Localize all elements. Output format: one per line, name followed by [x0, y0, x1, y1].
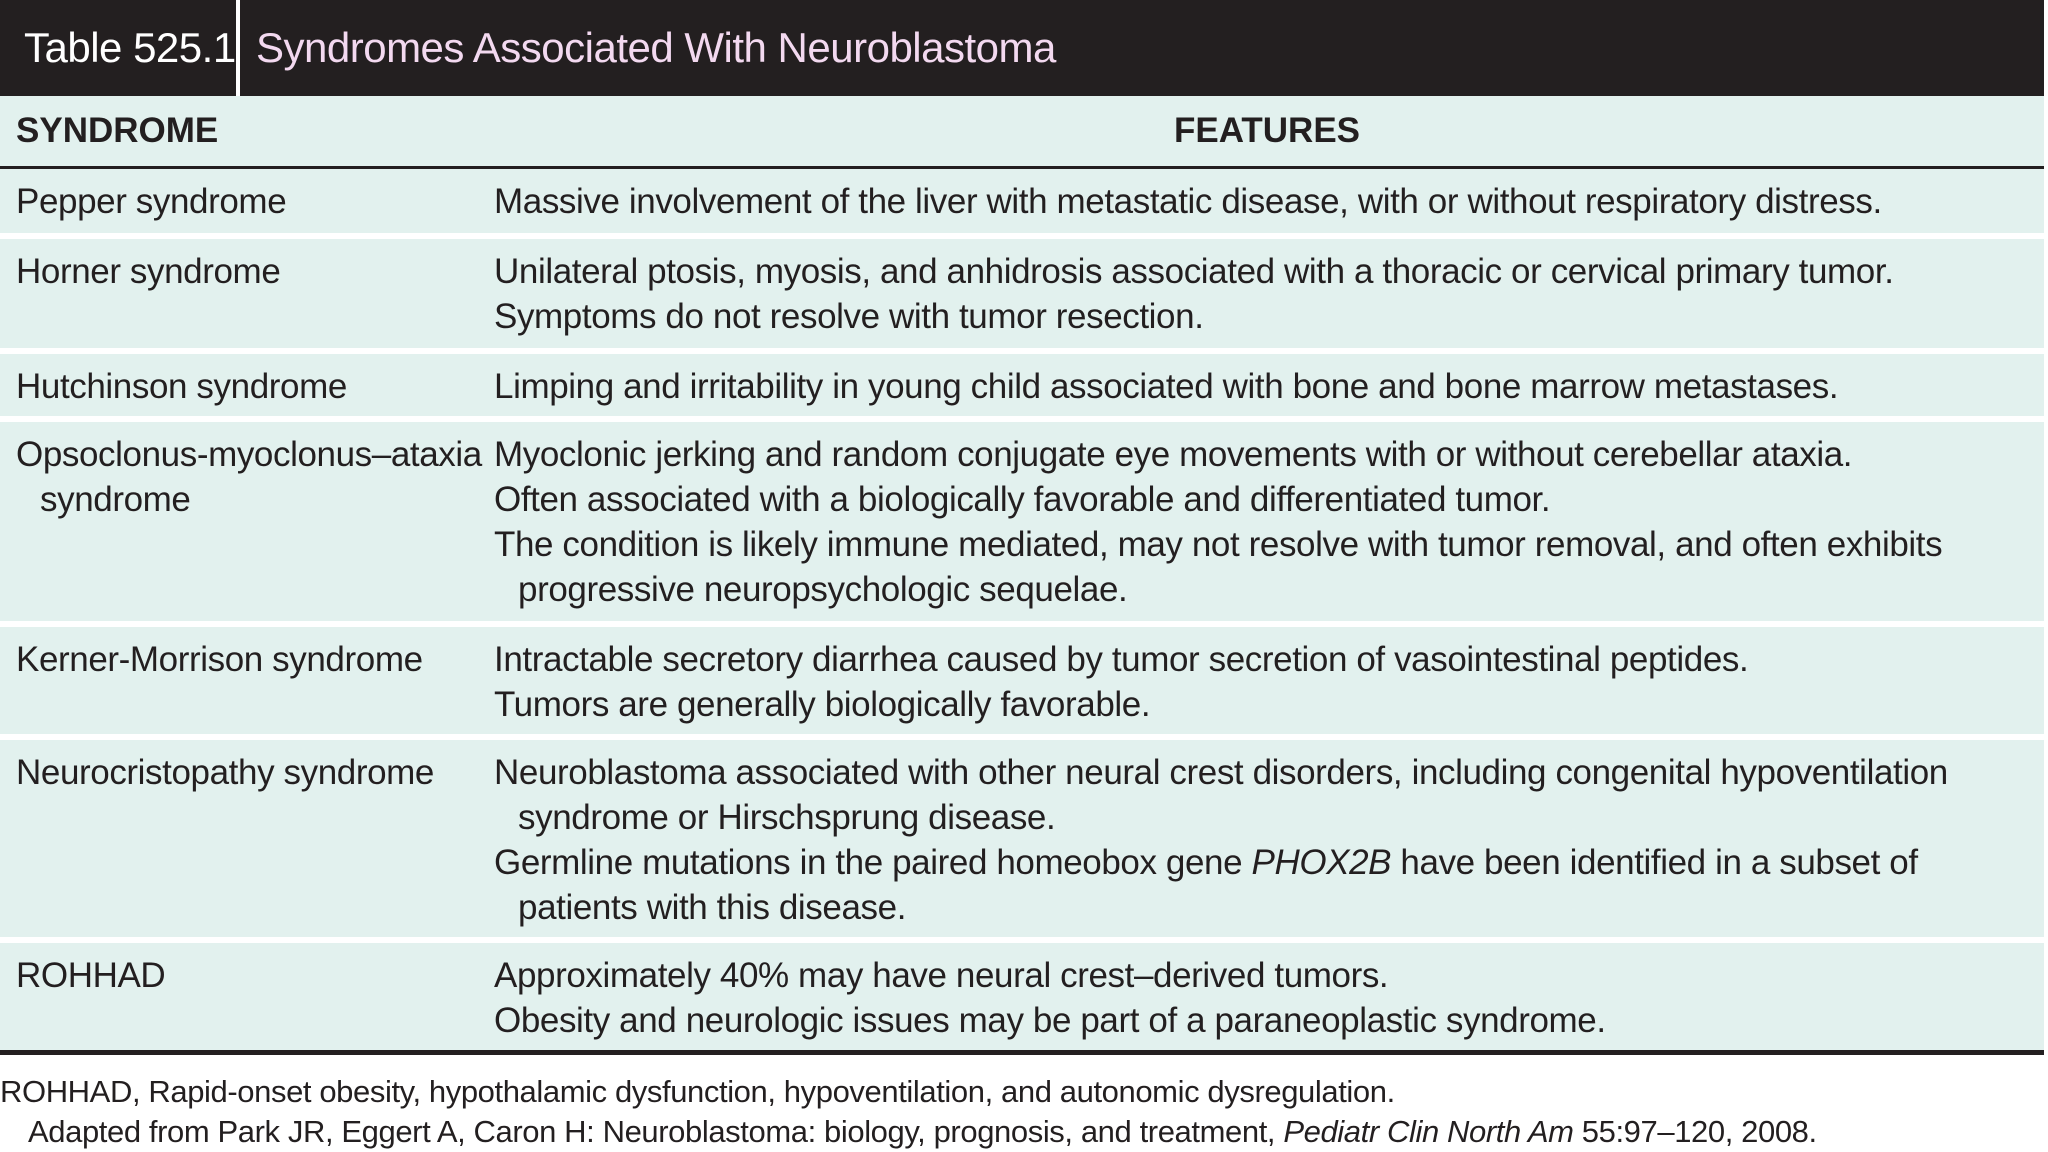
table-row — [0, 354, 2044, 422]
source-footnote — [0, 1112, 2044, 1152]
table-row — [0, 169, 2044, 239]
features-cell — [494, 422, 2044, 621]
feature-line: Limping and irritability in young child associated with bone and bone marrow metastases. — [494, 367, 1839, 406]
feature-line: Tumors are generally biologically favorable. — [494, 685, 1151, 724]
table-footnotes — [0, 1072, 2044, 1152]
syndrome-name: Hutchinson syndrome — [16, 367, 347, 406]
table-row — [0, 943, 2044, 1051]
feature-line: Massive involvement of the liver with metastatic disease, with or without respiratory distress. — [494, 182, 1882, 221]
syndrome-name: Horner syndrome — [16, 252, 281, 291]
feature-line: Obesity and neurologic issues may be part of a paraneoplastic syndrome. — [494, 1001, 1606, 1040]
table-row — [0, 239, 2044, 354]
table-row — [0, 422, 2044, 627]
feature-line: The condition is likely immune mediated, may not resolve with tumor removal, and often exhibits progressive neuropsychologic sequelae. — [494, 525, 1943, 609]
table-row — [0, 627, 2044, 740]
table-bottom-rule — [0, 1050, 2044, 1055]
syndromes-table — [0, 96, 2044, 1051]
feature-line: Approximately 40% may have neural crest–derived tumors. — [494, 956, 1389, 995]
feature-line: Intractable secretory diarrhea caused by tumor secretion of vasointestinal peptides. — [494, 640, 1749, 679]
table-title: Syndromes Associated With Neuroblastoma — [256, 24, 1056, 71]
table-number: Table 525.1 — [24, 24, 236, 71]
column-header-syndrome: SYNDROME — [16, 111, 219, 150]
syndrome-cell — [0, 740, 494, 937]
syndrome-cell — [0, 943, 494, 1051]
feature-line: Myoclonic jerking and random conjugate eye movements with or without cerebellar ataxia. — [494, 435, 1853, 474]
abbreviation-footnote: ROHHAD, Rapid-onset obesity, hypothalamic dysfunction, hypoventilation, and autonomic dysregulation. — [0, 1074, 1395, 1109]
syndrome-cell — [0, 422, 494, 621]
table-title-bar — [0, 0, 2044, 96]
syndrome-name: Opsoclonus-myoclonus–ataxia syndrome — [16, 435, 482, 519]
source-suffix: 55:97–120, 2008. — [1573, 1114, 1817, 1149]
syndrome-name: Pepper syndrome — [16, 182, 287, 221]
features-cell — [494, 740, 2044, 937]
feature-line: Neuroblastoma associated with other neural crest disorders, including congenital hypoventilation syndrome or Hirschsprung disease. — [494, 753, 1948, 837]
source-prefix: Adapted from Park JR, Eggert A, Caron H: Neuroblastoma: biology, prognosis, and treatment, — [28, 1114, 1284, 1149]
table-row — [0, 740, 2044, 943]
syndrome-cell — [0, 169, 494, 233]
features-cell — [494, 627, 2044, 734]
features-cell — [494, 169, 2044, 233]
column-header-features: FEATURES — [1173, 111, 1361, 150]
syndrome-cell — [0, 627, 494, 734]
syndrome-name: ROHHAD — [16, 956, 166, 995]
table-header-row — [0, 96, 2044, 169]
syndrome-name: Kerner-Morrison syndrome — [16, 640, 423, 679]
feature-line: Germline mutations in the paired homeobox gene PHOX2B have been identified in a subset of patients with this disease. — [494, 843, 1918, 927]
syndrome-cell — [0, 354, 494, 416]
syndrome-cell — [0, 239, 494, 348]
features-cell — [494, 943, 2044, 1051]
feature-line: Often associated with a biologically favorable and differentiated tumor. — [494, 480, 1551, 519]
features-cell — [494, 354, 2044, 416]
feature-line: Symptoms do not resolve with tumor resection. — [494, 297, 1204, 336]
syndrome-name: Neurocristopathy syndrome — [16, 753, 434, 792]
gene-name: PHOX2B — [1251, 843, 1392, 882]
feature-line: Unilateral ptosis, myosis, and anhidrosis associated with a thoracic or cervical primary tumor. — [494, 252, 1894, 291]
source-journal: Pediatr Clin North Am — [1283, 1114, 1574, 1149]
features-cell — [494, 239, 2044, 348]
